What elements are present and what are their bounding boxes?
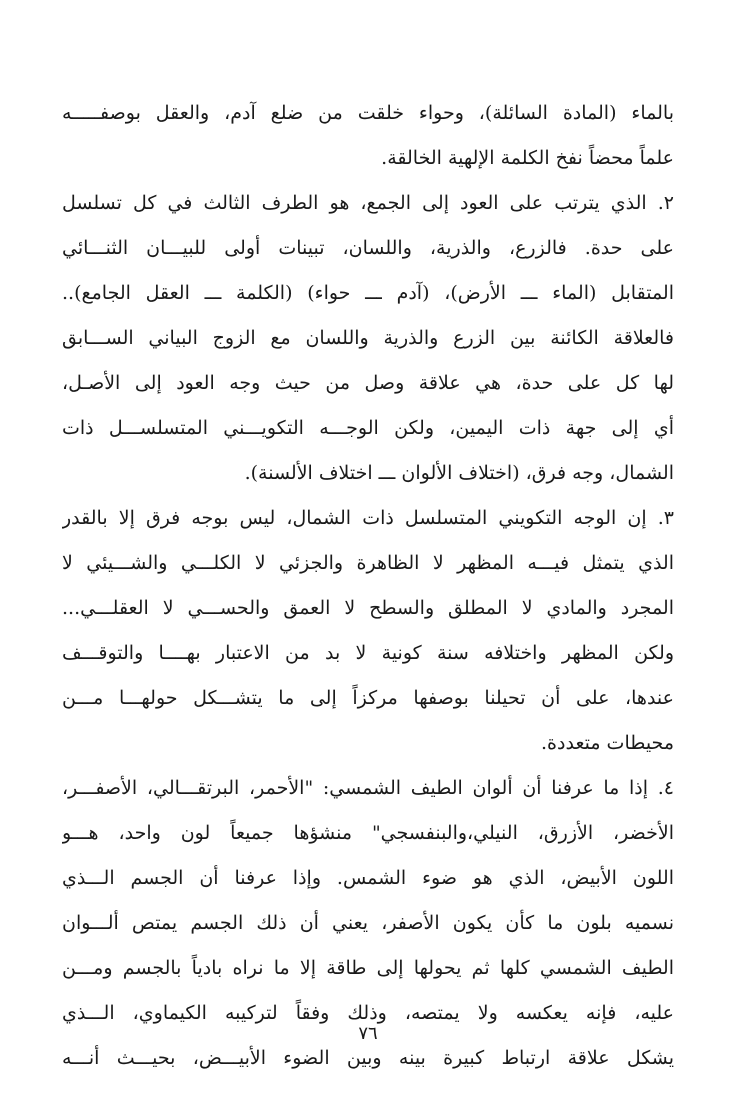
text-line: الطيف الشمسي كلها ثم يحولها إلى طاقة إلا ما نراه بادياً بالجسم ومـــن — [62, 957, 674, 979]
page-number: ٧٦ — [358, 1023, 378, 1044]
paragraph-intro-continued — [62, 91, 674, 181]
text-line: ٤. إذا ما عرفنا أن ألوان الطيف الشمسي: "الأحمر، البرتقـــالي، الأصفـــر، — [62, 777, 674, 799]
body-text — [62, 91, 674, 1081]
text-line: أي إلى جهة ذات اليمين، ولكن الوجـــه التكويـــني المتسلســـل ذات — [62, 417, 674, 439]
text-line: المجرد والمادي لا المطلق والسطح لا العمق والحســـي لا العقلـــي... — [62, 597, 674, 619]
text-line: الذي يتمثل فيـــه المظهر لا الظاهرة والجزئي لا الكلـــي والشـــيئي لا — [62, 552, 674, 574]
paragraph-item-3 — [62, 496, 674, 766]
paragraph-item-2 — [62, 181, 674, 496]
text-line: الأخضر، الأزرق، النيلي،والبنفسجي" منشؤها جميعاً لون واحد، هـــو — [62, 822, 674, 844]
text-line: عندها، على أن تحيلنا بوصفها مركزاً إلى ما يتشـــكل حولهـــا مـــن — [62, 687, 674, 709]
text-line: ٣. إن الوجه التكويني المتسلسل ذات الشمال، ليس بوجه فرق إلا بالقدر — [62, 507, 674, 529]
text-line: بالماء (المادة السائلة)، وحواء خلقت من ضلع آدم، والعقل بوصفـــــه — [62, 102, 674, 124]
text-line: على حدة. فالزرع، والذرية، واللسان، تبينات أولى للبيـــان الثنـــائي — [62, 237, 674, 259]
text-line: عليه، فإنه يعكسه ولا يمتصه، وذلك وفقاً لتركيبه الكيماوي، الـــذي — [62, 1002, 674, 1024]
text-line: نسميه بلون ما كأن يكون الأصفر، يعني أن ذلك الجسم يمتص ألـــوان — [62, 912, 674, 934]
text-line: محيطات متعددة. — [541, 732, 674, 754]
text-line: يشكل علاقة ارتباط كبيرة بينه وبين الضوء الأبيـــض، بحيـــث أنـــه — [62, 1047, 674, 1069]
text-line: اللون الأبيض، الذي هو ضوء الشمس. وإذا عرفنا أن الجسم الـــذي — [62, 867, 674, 889]
text-line: ٢. الذي يترتب على العود إلى الجمع، هو الطرف الثالث في كل تسلسل — [62, 192, 674, 214]
text-line: علماً محضاً نفخ الكلمة الإلهية الخالقة. — [381, 147, 674, 169]
text-line: لها كل على حدة، هي علاقة وصل من حيث وجه العود إلى الأصـل، — [62, 372, 674, 394]
text-line: المتقابل (الماء ـــ الأرض)، (آدم ـــ حواء) (الكلمة ـــ العقل الجامع).. — [62, 282, 674, 304]
text-line: ولكن المظهر واختلافه سنة كونية لا بد من الاعتبار بهــــا والتوقـــف — [62, 642, 674, 664]
text-line: فالعلاقة الكائنة بين الزرع والذرية واللسان مع الزوج البياني الســـابق — [62, 327, 674, 349]
text-line: الشمال، وجه فرق، (اختلاف الألوان ـــ اختلاف الألسنة). — [244, 462, 674, 484]
